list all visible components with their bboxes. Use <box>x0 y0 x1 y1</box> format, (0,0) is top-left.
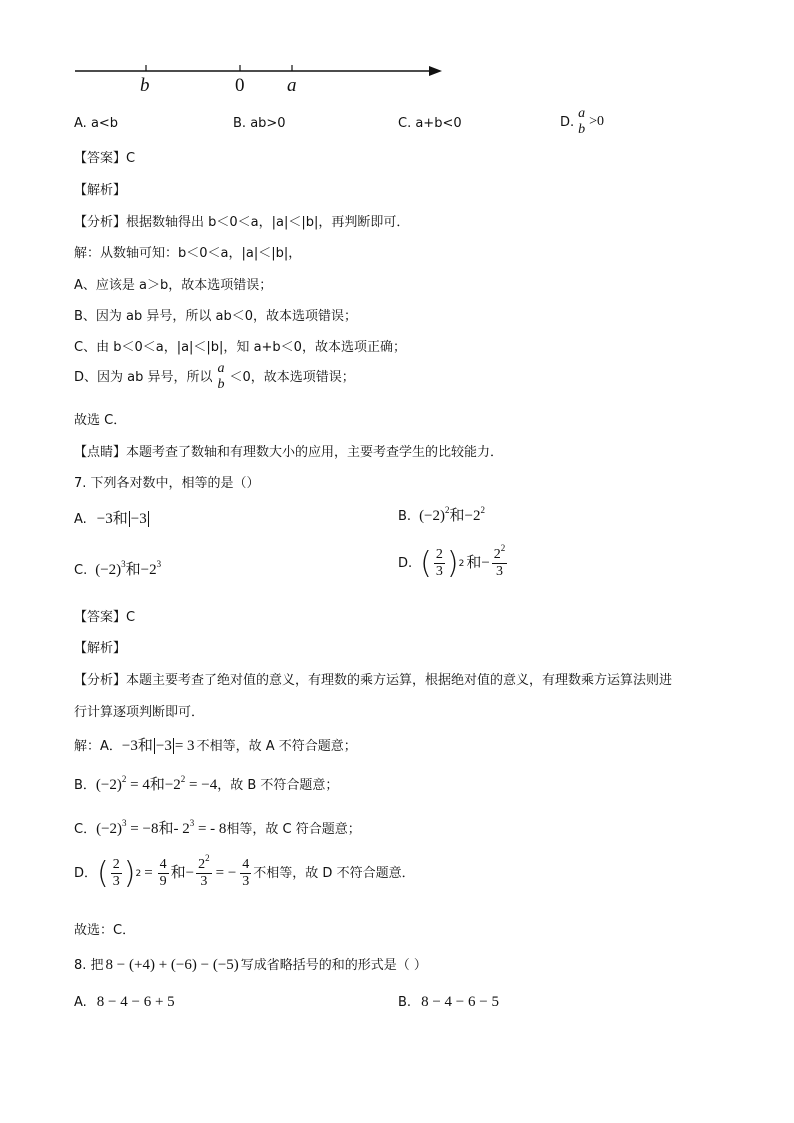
q8-option-a: A. 8 − 4 − 6 + 5 <box>74 994 175 1010</box>
q6-comment: 【点睛】本题考查了数轴和有理数大小的应用，主要考查学生的比较能力． <box>74 445 504 460</box>
q7-analysis-heading: 【解析】 <box>74 641 127 656</box>
q7-solution-a: 解：A． −3和 −3 = 3 不相等，故 A 不符合题意； <box>74 737 357 754</box>
q7-option-c: C. $(-2)^3$和$-2^3$ <box>74 559 162 578</box>
q6-option-c: C. a+b<0 <box>398 116 462 131</box>
q6-solution-d: D、因为 ab 异号，所以 a b ＜0，故本选项错误； <box>74 361 355 392</box>
q6-answer: 【答案】C <box>74 151 136 166</box>
q6-option-b: B. ab>0 <box>233 116 286 131</box>
q6-option-a: A. a<b <box>74 116 119 131</box>
q7-solution-c: C． $(-2)^3 = -8$和- $2^3$ = - 8 相等，故 C 符合题意； <box>74 818 361 837</box>
numberline-label-b: b <box>140 75 150 96</box>
q8-option-b: B. 8 − 4 − 6 − 5 <box>398 994 499 1010</box>
numberline-label-a: a <box>287 75 297 96</box>
q6-solution-a: A、应该是 a＞b，故本选项错误； <box>74 278 273 293</box>
q7-choice: 故选：C． <box>74 923 136 938</box>
q8-stem: 8. 把 8 − (+4) + (−6) − (−5) 写成省略括号的和的形式是（ ） <box>74 957 427 973</box>
q6-choice: 故选 C． <box>74 413 127 428</box>
q7-option-b: B. $(-2)^2$和$-2^2$ <box>398 505 485 524</box>
q7-solution-d: D． ( $\frac{2}{3}$ ) 2 = $\frac{4}{9}$ 和− $\frac{2^2}{3}$ = − $\frac{4}{3}$ 不相等，故 D 不符合题意． <box>74 853 415 891</box>
q6-analysis-text: 【分析】根据数轴得出 b＜0＜a，|a|＜|b|，再判断即可． <box>74 215 410 230</box>
q7-solution-b: B． $(-2)^2 = 4$和$-2^2 = -4$ ，故 B 不符合题意； <box>74 774 339 793</box>
q6-analysis-heading: 【解析】 <box>74 183 127 198</box>
q7-analysis-text: 【分析】本题主要考查了绝对值的意义，有理数的乘方运算，根据绝对值的意义，有理数乘方运算法则进 <box>74 673 673 688</box>
q6-solution-b: B、因为 ab 异号，所以 ab＜0，故本选项错误； <box>74 309 358 324</box>
q7-answer: 【答案】C <box>74 610 136 625</box>
q6-option-d: D. a b >0 <box>560 106 605 137</box>
q7-option-d: D. ( $\frac{2}{3}$ ) 2 和− $\frac{2^2}{3}$ <box>398 543 506 581</box>
number-line <box>60 55 460 100</box>
q7-analysis-text-cont: 行计算逐项判断即可． <box>74 705 205 720</box>
q7-option-a: A. −3和 −3 <box>74 510 147 527</box>
q6-solution-c: C、由 b＜0＜a，|a|＜|b|，知 a+b＜0，故本选项正确； <box>74 340 406 355</box>
numberline-label-zero: 0 <box>235 75 245 96</box>
q6-solution-line: 解：从数轴可知：b＜0＜a，|a|＜|b|， <box>74 246 302 261</box>
q7-stem: 7. 下列各对数中，相等的是（） <box>74 476 260 491</box>
